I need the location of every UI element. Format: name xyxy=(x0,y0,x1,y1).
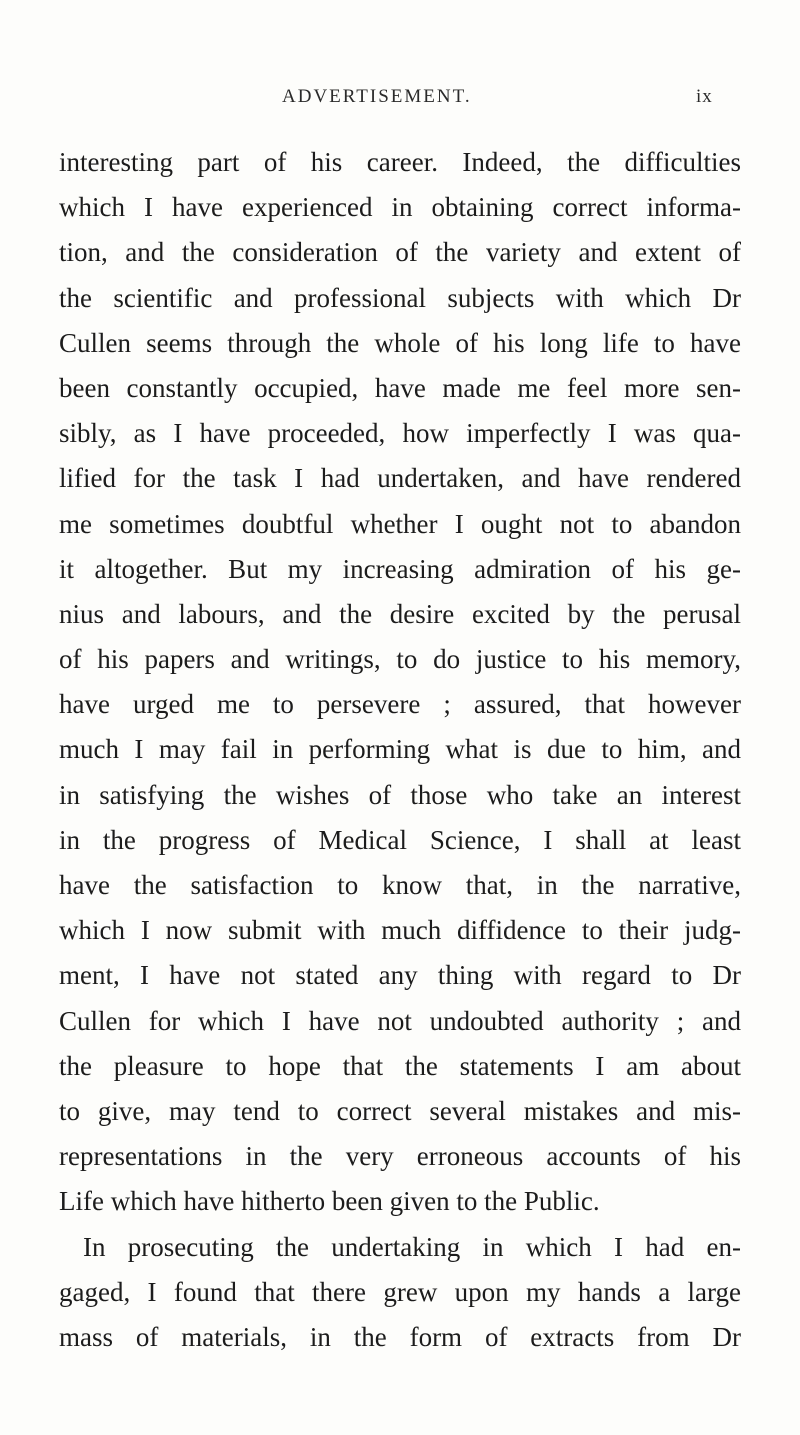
text-line: tion, and the consideration of the variety and extent of xyxy=(59,237,741,268)
page-number: ix xyxy=(696,86,713,107)
text-line: the scientific and professional subjects with which Dr xyxy=(59,282,741,313)
text-line: in the progress of Medical Science, I shall at least xyxy=(59,824,741,855)
text-line: interesting part of his career. Indeed, the difficulties xyxy=(59,147,741,177)
text-line: have urged me to persevere ; assured, that however xyxy=(59,689,741,720)
text-line: ment, I have not stated any thing with regard to Dr xyxy=(59,960,741,991)
text-line: of his papers and writings, to do justice to his memory, xyxy=(59,644,741,675)
paragraph-start-line: In prosecuting the undertaking in which I had en- xyxy=(83,1231,741,1262)
paragraph-end-line: Life which have hitherto been given to the Public. xyxy=(59,1186,600,1217)
page-header xyxy=(0,86,800,126)
text-line: me sometimes doubtful whether I ought not to abandon xyxy=(59,508,741,539)
text-line: which I have experienced in obtaining correct informa- xyxy=(59,192,741,223)
text-line: much I may fail in performing what is due to him, and xyxy=(59,734,741,765)
text-line: lified for the task I had undertaken, and have rendered xyxy=(59,463,741,494)
text-line: Cullen seems through the whole of his long life to have xyxy=(59,327,741,358)
text-line: nius and labours, and the desire excited by the perusal xyxy=(59,598,741,629)
body-text xyxy=(59,140,741,1360)
text-line: which I now submit with much diffidence to their judg- xyxy=(59,915,741,946)
text-line: in satisfying the wishes of those who take an interest xyxy=(59,779,741,810)
text-line: the pleasure to hope that the statements I am about xyxy=(59,1050,741,1081)
text-line: sibly, as I have proceeded, how imperfectly I was qua- xyxy=(59,418,741,449)
text-line: it altogether. But my increasing admiration of his ge- xyxy=(59,553,741,584)
text-line: been constantly occupied, have made me feel more sen- xyxy=(59,372,741,403)
text-line: mass of materials, in the form of extracts from Dr xyxy=(59,1321,741,1352)
text-line: to give, may tend to correct several mistakes and mis- xyxy=(59,1095,741,1126)
text-line: have the satisfaction to know that, in the narrative, xyxy=(59,870,741,900)
text-line: Cullen for which I have not undoubted authority ; and xyxy=(59,1005,741,1036)
text-line: representations in the very erroneous accounts of his xyxy=(59,1141,741,1172)
running-head: ADVERTISEMENT. xyxy=(282,86,472,107)
text-line: gaged, I found that there grew upon my hands a large xyxy=(59,1276,741,1307)
